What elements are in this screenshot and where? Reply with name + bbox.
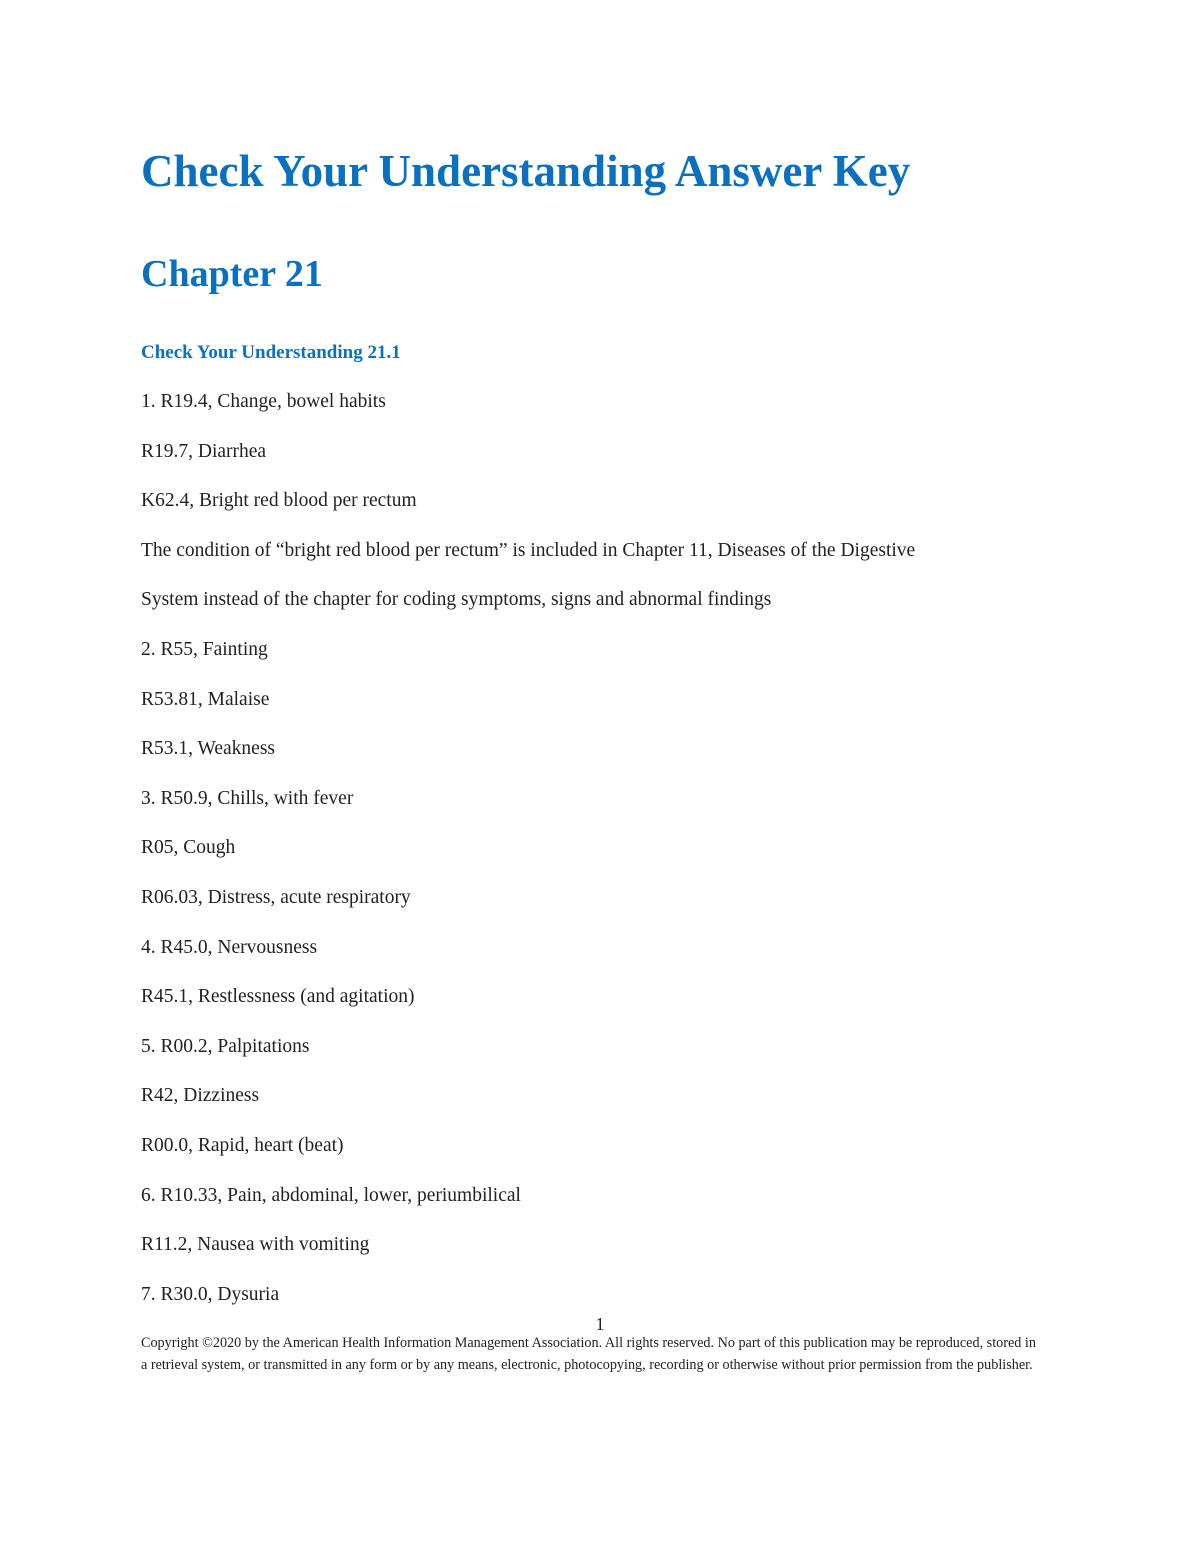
answer-line: 1. R19.4, Change, bowel habits [141, 391, 386, 412]
answer-line: The condition of “bright red blood per rectum” is included in Chapter 11, Diseases of the Digestive [141, 539, 916, 561]
answer-line: K62.4, Bright red blood per rectum [141, 490, 417, 512]
chapter-title: Chapter 21 [141, 253, 323, 295]
answer-line: System instead of the chapter for coding symptoms, signs and abnormal findings [141, 589, 772, 611]
answer-line: 7. R30.0, Dysuria [141, 1283, 280, 1305]
answer-line: R05, Cough [141, 837, 236, 859]
answer-line: 3. R50.9, Chills, with fever [141, 787, 354, 809]
answer-line: R53.81, Malaise [141, 688, 270, 710]
answer-line: R00.0, Rapid, heart (beat) [141, 1134, 344, 1156]
section-heading: Check Your Understanding 21.1 [141, 342, 401, 363]
answer-line: R06.03, Distress, acute respiratory [141, 886, 411, 908]
copyright-notice: Copyright ©2020 by the American Health Information Management Association. All rights reserved. No part of this publication may be reproduced, stored in a retrieval system, or transmitted in any form or by any means, electronic, photocopying, recording or otherwise without prior permission from the publisher. [141, 1335, 1036, 1373]
answer-line: 4. R45.0, Nervousness [141, 936, 318, 958]
answer-line: 6. R10.33, Pain, abdominal, lower, periumbilical [141, 1184, 521, 1206]
document-title: Check Your Understanding Answer Key [141, 146, 911, 196]
answer-line: 2. R55, Fainting [141, 638, 268, 660]
answer-line: R19.7, Diarrhea [141, 440, 267, 462]
answer-line: R45.1, Restlessness (and agitation) [141, 986, 415, 1008]
answer-line: R42, Dizziness [141, 1085, 260, 1107]
answer-line: R11.2, Nausea with vomiting [141, 1234, 370, 1256]
answer-line: 5. R00.2, Palpitations [141, 1035, 310, 1057]
answer-list [141, 388, 915, 1330]
page-number: 1 [595, 1314, 605, 1334]
answer-line: R53.1, Weakness [141, 738, 276, 760]
